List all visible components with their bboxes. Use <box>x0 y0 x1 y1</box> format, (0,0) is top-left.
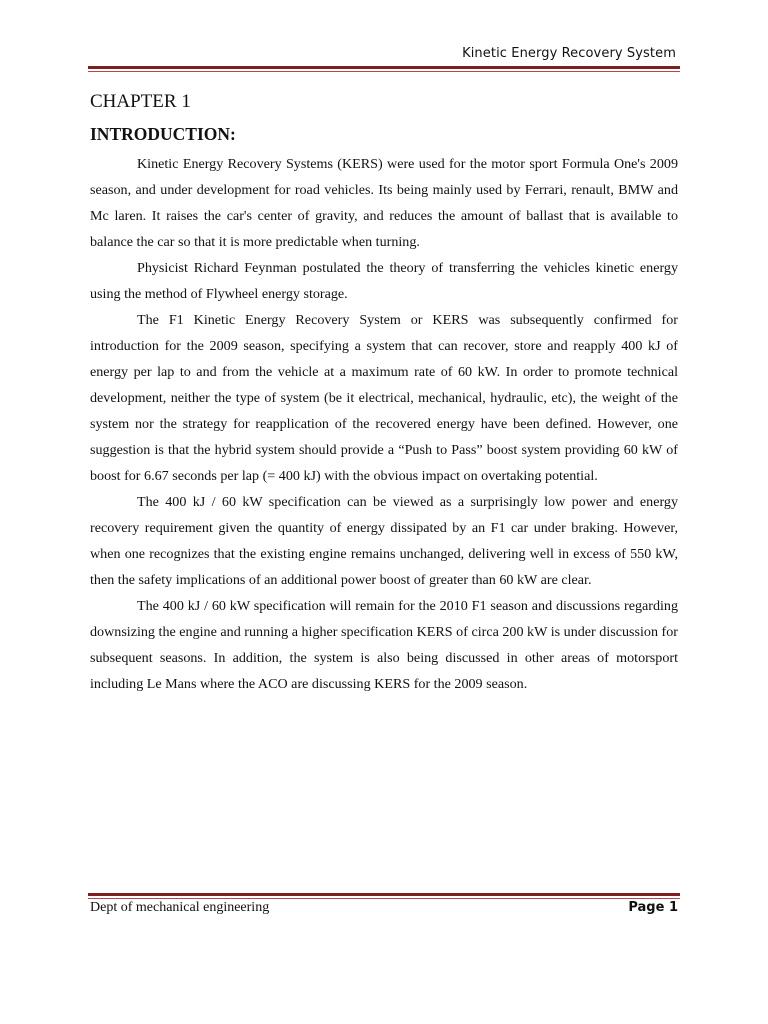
footer-rule-thick <box>88 893 680 896</box>
page-number: Page 1 <box>628 900 678 915</box>
paragraph: Kinetic Energy Recovery Systems (KERS) were used for the motor sport Formula One's 2009 season, and under development for road vehicles. Its being mainly used by Ferrari, renault, BMW and Mc laren. It raises the car's center of gravity, and reduces the amount of ballast that is available to balance the car so that it is more predictable when turning. <box>90 156 678 250</box>
running-header: Kinetic Energy Recovery System <box>462 46 676 61</box>
paragraph: The 400 kJ / 60 kW specification will remain for the 2010 F1 season and discussions regarding downsizing the engine and running a higher specification KERS of circa 200 kW is under discussion for subsequent seasons. In addition, the system is also being discussed in other areas of motorsport including Le Mans where the ACO are discussing KERS for the 2009 season. <box>90 598 678 692</box>
header-rule-thin <box>88 71 680 72</box>
body-text <box>90 151 678 697</box>
paragraph: The F1 Kinetic Energy Recovery System or KERS was subsequently confirmed for introduction for the 2009 season, specifying a system that can recover, store and reapply 400 kJ of energy per lap to and from the vehicle at a maximum rate of 60 kW. In order to promote technical development, neither the type of system (be it electrical, mechanical, hydraulic, etc), the weight of the system nor the strategy for reapplication of the recovered energy have been defined. However, one suggestion is that the hybrid system should provide a “Push to Pass” boost system providing 60 kW of boost for 6.67 seconds per lap (= 400 kJ) with the obvious impact on overtaking potential. <box>90 312 678 484</box>
footer-rule-thin <box>88 898 680 899</box>
paragraph: Physicist Richard Feynman postulated the theory of transferring the vehicles kinetic energy using the method of Flywheel energy storage. <box>90 260 678 302</box>
chapter-heading: CHAPTER 1 <box>90 91 191 112</box>
header-rule-thick <box>88 66 680 69</box>
section-title: INTRODUCTION: <box>90 124 236 144</box>
paragraph: The 400 kJ / 60 kW specification can be viewed as a surprisingly low power and energy recovery requirement given the quantity of energy dissipated by an F1 car under braking. However, when one recognizes that the existing engine remains unchanged, delivering well in excess of 550 kW, then the safety implications of an additional power boost of greater than 60 kW are clear. <box>90 494 678 588</box>
footer-department: Dept of mechanical engineering <box>90 900 270 915</box>
